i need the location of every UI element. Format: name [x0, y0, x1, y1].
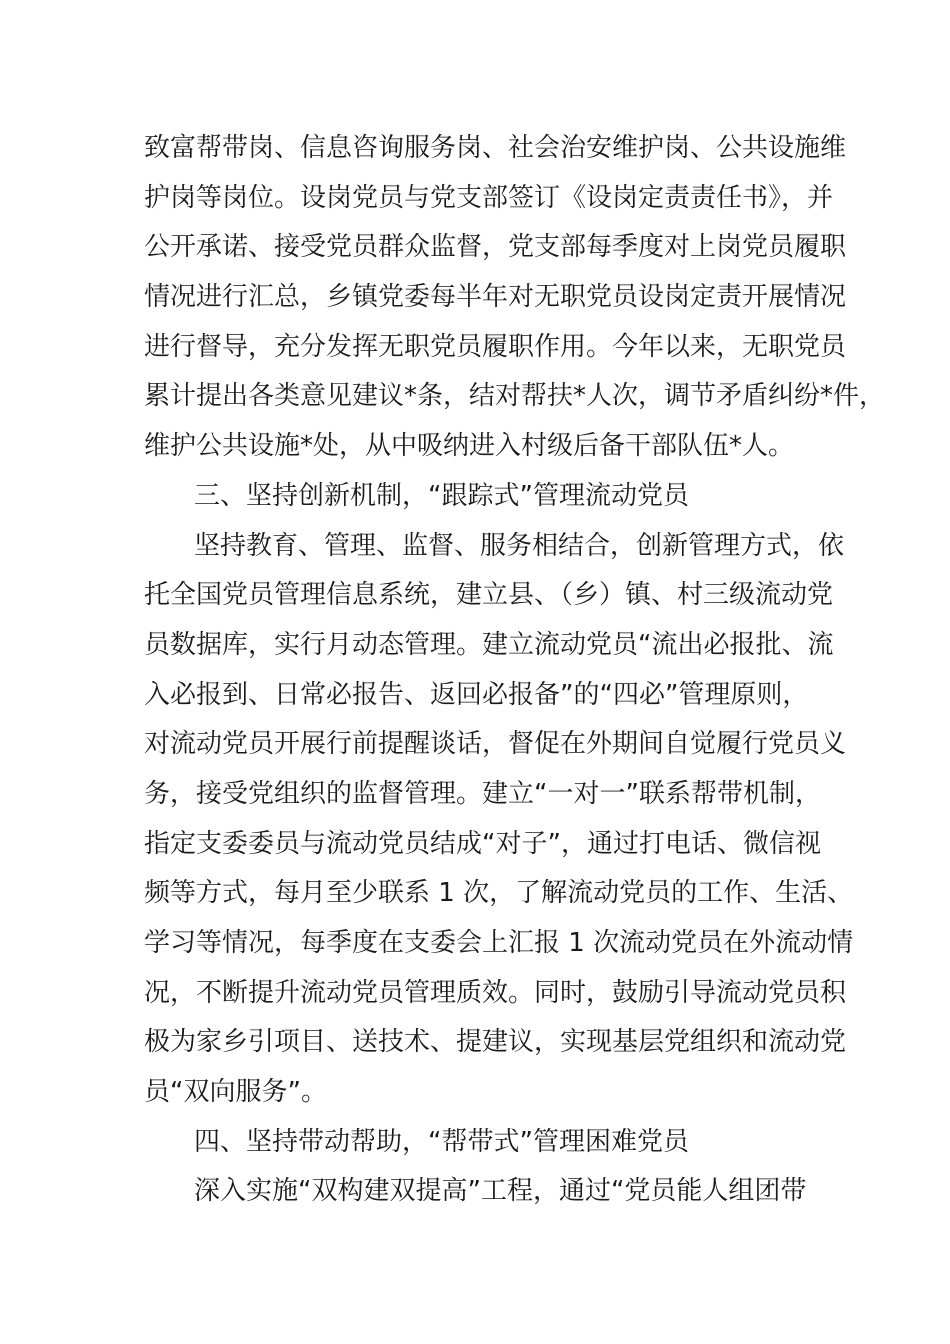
body-line: 对流动党员开展行前提醒谈话，督促在外期间自觉履行党员义 [144, 729, 847, 760]
body-line: 员“双向服务”。 [144, 1077, 327, 1108]
body-line: 致富帮带岗、信息咨询服务岗、社会治安维护岗、公共设施维 [144, 133, 847, 163]
body-line: 维护公共设施*处，从中吸纳进入村级后备干部队伍*人。 [144, 431, 795, 462]
paragraph-start-line: 深入实施“双构建双提高”工程，通过“党员能人组团带 [194, 1176, 807, 1207]
body-line: 公开承诺、接受党员群众监督，党支部每季度对上岗党员履职 [144, 232, 847, 263]
section-heading-4: 四、坚持带动帮助，“帮带式”管理困难党员 [194, 1126, 689, 1157]
body-line: 情况进行汇总，乡镇党委每半年对无职党员设岗定责开展情况 [144, 282, 847, 313]
body-line: 极为家乡引项目、送技术、提建议，实现基层党组织和流动党 [144, 1027, 847, 1058]
body-line: 员数据库，实行月动态管理。建立流动党员“流出必报批、流 [144, 629, 834, 660]
body-line: 学习等情况，每季度在支委会上汇报 1 次流动党员在外流动情 [144, 928, 854, 958]
paragraph-start-line: 坚持教育、管理、监督、服务相结合，创新管理方式，依 [194, 530, 845, 561]
body-line: 进行督导，充分发挥无职党员履职作用。今年以来，无职党员 [144, 331, 847, 362]
body-line: 指定支委委员与流动党员结成“对子”，通过打电话、微信视 [144, 828, 821, 859]
body-line: 托全国党员管理信息系统，建立县、（乡）镇、村三级流动党 [144, 580, 834, 611]
body-line: 护岗等岗位。设岗党员与党支部签订《设岗定责责任书》，并 [144, 182, 834, 213]
body-line: 入必报到、日常必报告、返回必报备”的“四必”管理原则， [144, 679, 809, 710]
body-line: 务，接受党组织的监督管理。建立“一对一”联系帮带机制， [144, 778, 821, 809]
body-line: 累计提出各类意见建议*条，结对帮扶*人次，调节矛盾纠纷*件， [144, 381, 886, 412]
body-line: 况，不断提升流动党员管理质效。同时，鼓励引导流动党员积 [144, 977, 847, 1008]
body-line: 频等方式，每月至少联系 1 次，了解流动党员的工作、生活、 [144, 878, 854, 909]
section-heading-3: 三、坚持创新机制，“跟踪式”管理流动党员 [194, 480, 689, 511]
document-body [144, 124, 886, 1217]
